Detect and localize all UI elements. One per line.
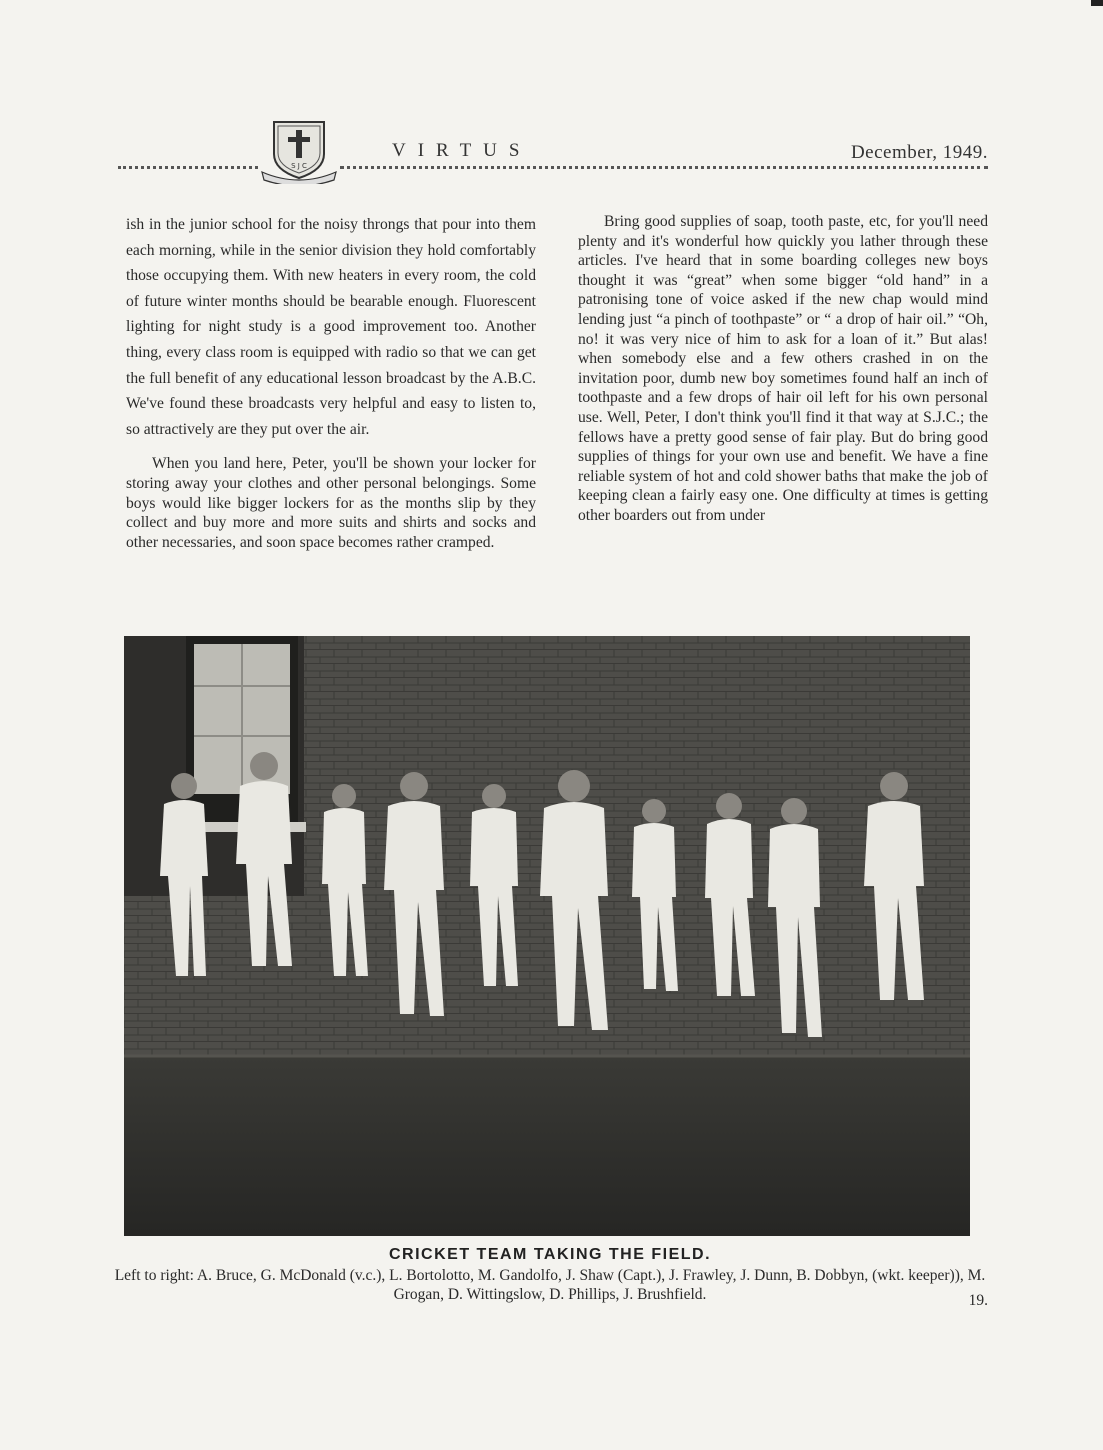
header-rule-right xyxy=(340,166,988,169)
page-number: 19. xyxy=(968,1292,988,1309)
school-crest-icon xyxy=(260,118,338,184)
page-header xyxy=(112,118,988,182)
left-column xyxy=(126,212,536,564)
left-paragraph-2: When you land here, Peter, you'll be shown your locker for storing away your clothes and other personal belongings. Some boys would like bigger lockers for as the months slip by they collect and buy more and more suits and shirts and socks and other necessaries, and soon space becomes rather cramped. xyxy=(126,455,536,551)
header-rule-left xyxy=(118,166,258,169)
caption-names: Left to right: A. Bruce, G. McDonald (v.c.), L. Bortolotto, M. Gandolfo, J. Shaw (Capt.), J. Frawley, J. Dunn, B. Dobbyn, (wkt. keeper)), M. Grogan, D. Wittingslow, D. Phillips, J. Brushfield. xyxy=(114,1267,986,1303)
photo-caption xyxy=(112,1246,988,1309)
magazine-title: VIRTUS xyxy=(392,140,532,161)
cricket-team-photo xyxy=(124,636,970,1236)
right-paragraph-1: Bring good supplies of soap, tooth paste, etc, for you'll need plenty and it's wonderful how quickly you lather through these articles. I've heard that in some boarding colleges new boys thought it was “great” when some bigger “old hand” in a patronising tone of voice asked if the new chap would mind lending just “a pinch of toothpaste” or “ a drop of hair oil.” “Oh, no! it was very nice of him to ask for a loan of it.” But alas! when somebody else and a few others crashed in on the invitation poor, dumb new boy sometimes found half an inch of toothpaste and a few drops of hair oil left for his own personal use. Well, Peter, I don't think you'll find it that way at S.J.C.; the fellows have a pretty good sense of fair play. But do bring good supplies of things for your own use and benefit. We have a fine reliable system of hot and cold shower baths that make the job of keeping clean a fairly easy one. One difficulty at times is getting other boarders out from under xyxy=(578,213,988,524)
scan-edge-mark xyxy=(1091,0,1103,6)
left-paragraph-1: ish in the junior school for the noisy throngs that pour into them each morning, while in the senior division they hold comfortably those occupying them. With new heaters in every room, the cold of future winter months should be bearable enough. Fluorescent lighting for night study is a good improvement too. Another thing, every class room is equipped with radio so that we can get the full benefit of any educational lesson broadcast by the A.B.C. We've found these broadcasts very helpful and easy to listen to, so attractively are they put over the air. xyxy=(126,216,536,438)
caption-title: CRICKET TEAM TAKING THE FIELD. xyxy=(388,1246,712,1263)
svg-text:S J C: S J C xyxy=(291,162,307,170)
right-column xyxy=(578,212,988,538)
issue-date: December, 1949. xyxy=(850,142,988,163)
